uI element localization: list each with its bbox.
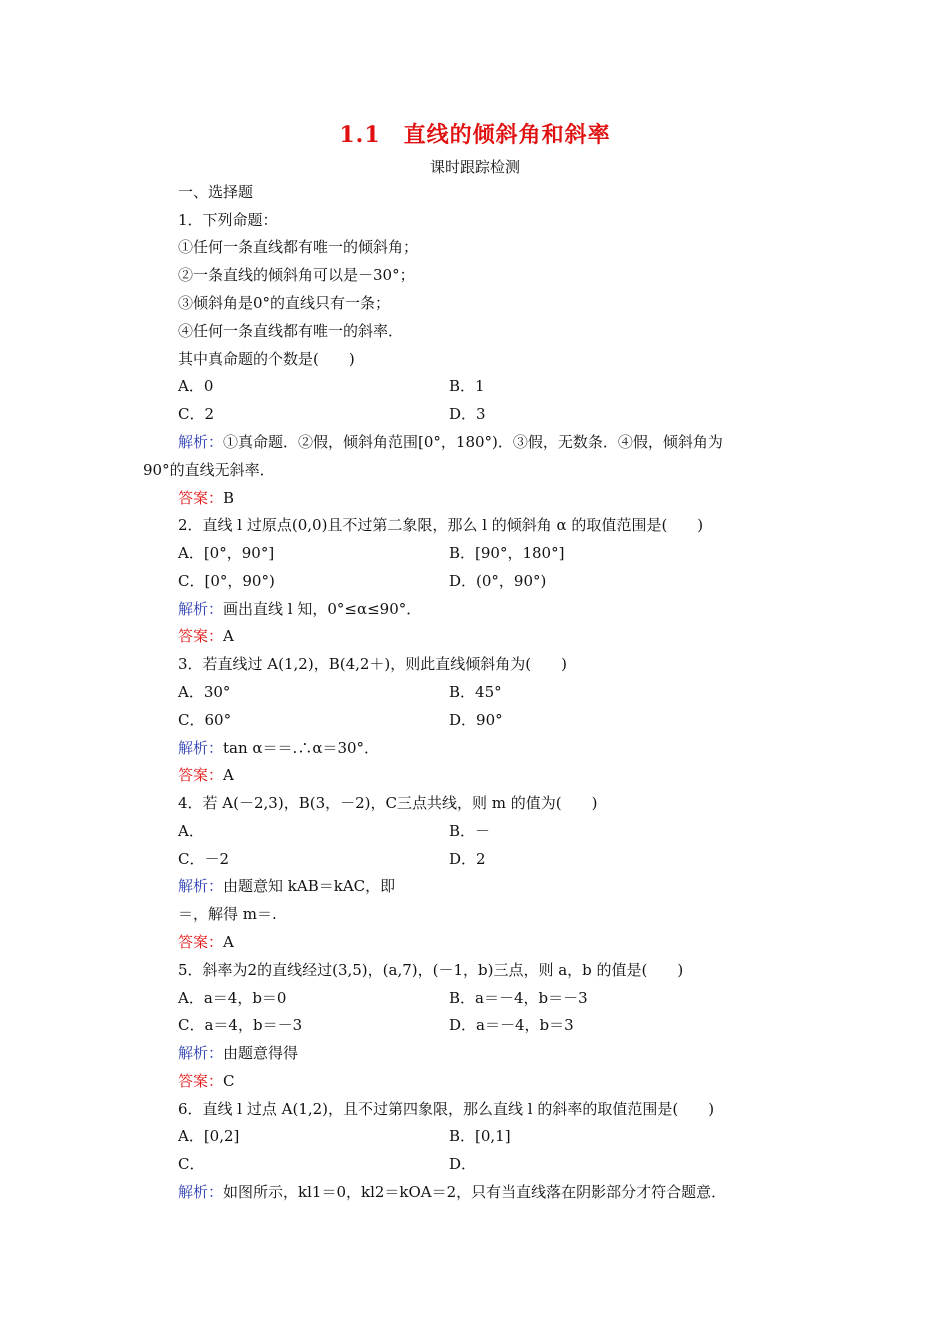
solution-label: 解析： <box>178 1044 224 1062</box>
q4-stem: 4．若 A(－2,3)，B(3，－2)，C三点共线，则 m 的值为( ) <box>178 794 598 812</box>
answer-label: 答案： <box>178 627 224 645</box>
q5-answer <box>178 1067 235 1095</box>
answer-label: 答案： <box>178 1072 224 1090</box>
q2-answer-value: A <box>223 627 234 645</box>
answer-label: 答案： <box>178 489 224 507</box>
q1-proposition-4: ④任何一条直线都有唯一的斜率． <box>178 322 404 340</box>
q5-option-c: C．a＝4，b＝－3 <box>178 1016 303 1034</box>
q2-option-c: C．[0°，90°) <box>178 572 275 590</box>
q3-answer-value: A <box>223 766 234 784</box>
q5-solution <box>178 1039 298 1067</box>
q5-stem: 5．斜率为2的直线经过(3,5)，(a,7)，(－1，b)三点，则 a，b 的值是( ) <box>178 961 684 979</box>
q1-solution <box>178 428 723 456</box>
q3-answer <box>178 761 234 789</box>
q6-option-d: D． <box>449 1155 477 1173</box>
page-title: 1.1 直线的倾斜角和斜率 <box>339 122 611 148</box>
q2-solution <box>178 595 421 623</box>
q3-option-d: D．90° <box>449 711 503 729</box>
answer-label: 答案： <box>178 933 224 951</box>
q4-option-a: A． <box>178 822 204 840</box>
q4-solution <box>178 872 395 900</box>
q6-option-a: A．[0,2] <box>178 1127 240 1145</box>
q1-proposition-1: ①任何一条直线都有唯一的倾斜角； <box>178 238 419 256</box>
q1-proposition-3: ③倾斜角是0°的直线只有一条； <box>178 294 391 312</box>
q3-option-a: A．30° <box>178 683 231 701</box>
q4-answer-value: A <box>223 933 234 951</box>
q6-option-b: B．[0,1] <box>449 1127 511 1145</box>
q4-solution-text: 由题意知 kAB＝kAC，即 <box>223 877 396 895</box>
q5-option-d: D．a＝－4，b＝3 <box>449 1016 574 1034</box>
q1-solution-text: ①真命题．②假，倾斜角范围[0°，180°)．③假，无数条．④假，倾斜角为 <box>223 433 723 451</box>
solution-label: 解析： <box>178 1183 224 1201</box>
q1-solution-cont: 90°的直线无斜率． <box>143 461 275 479</box>
q2-stem: 2．直线 l 过原点(0,0)且不过第二象限，那么 l 的倾斜角 α 的取值范围是( ) <box>178 516 704 534</box>
q5-option-b: B．a＝－4，b＝－3 <box>449 989 588 1007</box>
q5-option-a: A．a＝4，b＝0 <box>178 989 287 1007</box>
q1-answer <box>178 484 234 512</box>
q6-solution-text: 如图所示，kl1＝0，kl2＝kOA＝2，只有当直线落在阴影部分才符合题意． <box>223 1183 727 1201</box>
q1-option-b: B．1 <box>449 377 485 395</box>
q3-stem: 3．若直线过 A(1,2)，B(4,2＋)，则此直线倾斜角为( ) <box>178 655 567 673</box>
q4-option-b: B．－ <box>449 822 491 840</box>
q2-solution-text: 画出直线 l 知，0°≤α≤90°． <box>223 600 422 618</box>
q3-solution <box>178 734 379 762</box>
q1-question: 其中真命题的个数是( ) <box>178 350 355 368</box>
section-heading: 一、选择题 <box>178 183 254 201</box>
q1-option-d: D．3 <box>449 405 486 423</box>
q6-option-c: C． <box>178 1155 205 1173</box>
q1-stem: 1．下列命题： <box>178 211 278 229</box>
q4-option-d: D．2 <box>449 850 486 868</box>
solution-label: 解析： <box>178 433 224 451</box>
solution-label: 解析： <box>178 600 224 618</box>
solution-label: 解析： <box>178 739 224 757</box>
q5-answer-value: C <box>223 1072 235 1090</box>
q3-option-b: B．45° <box>449 683 502 701</box>
q6-stem: 6．直线 l 过点 A(1,2)，且不过第四象限，那么直线 l 的斜率的取值范围是( ) <box>178 1100 715 1118</box>
q1-option-c: C．2 <box>178 405 215 423</box>
q2-option-a: A．[0°，90°] <box>178 544 275 562</box>
q5-solution-text: 由题意得得 <box>223 1044 299 1062</box>
q2-answer <box>178 622 234 650</box>
q6-solution <box>178 1178 726 1206</box>
q3-solution-text: tan α＝＝.∴α＝30°． <box>223 739 380 757</box>
q2-option-d: D．(0°，90°) <box>449 572 547 590</box>
q4-option-c: C．－2 <box>178 850 230 868</box>
solution-label: 解析： <box>178 877 224 895</box>
q1-proposition-2: ②一条直线的倾斜角可以是－30°； <box>178 266 415 284</box>
q1-answer-value: B <box>223 489 235 507</box>
q4-solution-cont: ＝，解得 m＝. <box>178 905 277 923</box>
answer-label: 答案： <box>178 766 224 784</box>
q3-option-c: C．60° <box>178 711 232 729</box>
q2-option-b: B．[90°，180°] <box>449 544 565 562</box>
q4-answer <box>178 928 234 956</box>
page-subtitle: 课时跟踪检测 <box>429 158 520 176</box>
q1-option-a: A．0 <box>178 377 214 395</box>
